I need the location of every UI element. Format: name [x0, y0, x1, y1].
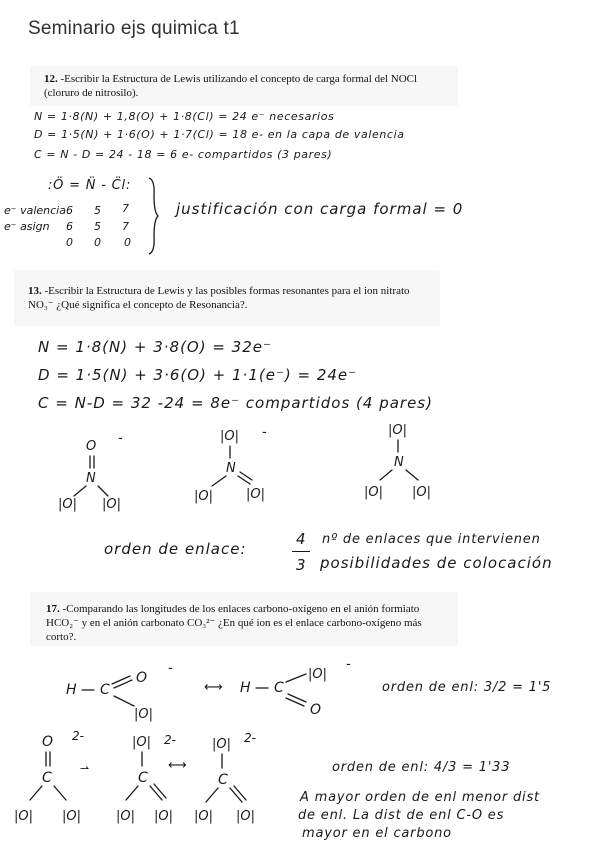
nitrate-resonance-3 [362, 422, 452, 512]
atom-o: O [42, 734, 54, 750]
q13-n-line: N = 1·8(N) + 3·8(O) = 32e⁻ [38, 338, 272, 356]
q12-row3-o: 0 [66, 236, 73, 249]
atom-o-left: |O| [194, 489, 213, 504]
q12-row1-cl: 7 [122, 202, 129, 215]
q13-d-line: D = 1·5(N) + 3·6(O) + 1·1(e⁻) = 24e⁻ [38, 366, 358, 384]
resonance-arrow: ⟷ [168, 758, 188, 773]
resonance-arrow: ⟷ [204, 680, 224, 695]
atom-n: N [226, 461, 236, 476]
carbonate-bond-order: orden de enl: 4/3 = 1'33 [332, 760, 511, 775]
question-12-number: 12. [44, 73, 58, 85]
carbonate-resonance-2 [112, 728, 192, 828]
nitrate-resonance-2 [192, 426, 282, 516]
charge-minus: - [262, 425, 267, 440]
q12-brace [146, 176, 160, 256]
question-12-box [30, 66, 458, 106]
q13-numerator-text: nº de enlaces que intervienen [322, 532, 541, 547]
atom-o: O [310, 702, 322, 718]
atom-o-right: |O| [246, 487, 265, 502]
charge-minus: - [346, 657, 351, 672]
atom-n: N [86, 471, 96, 486]
q12-row1-n: 5 [94, 204, 101, 217]
question-17-number: 17. [46, 603, 60, 615]
atom-o-lone: |O| [308, 667, 327, 682]
q12-d-line: D = 1·5(N) + 1·6(O) + 1·7(Cl) = 18 e- en la capa de valencia [34, 128, 405, 141]
q12-c-line: C = N - D = 24 - 18 = 6 e- compartidos (3 pares) [34, 148, 333, 161]
q12-n-line: N = 1·8(N) + 1,8(O) + 1·8(Cl) = 24 e⁻ necesarios [34, 110, 335, 123]
question-17-text: -Comparando las longitudes de los enlaces carbono-oxígeno en el anión formiato HCO₂⁻ y en el anión carbonato CO₃²⁻ ¿En qué ion es el enlace carbono-oxígeno más corto?. [46, 603, 422, 643]
atom-o-right: |O| [412, 485, 431, 500]
atom-o-top: |O| [220, 429, 239, 444]
atom-o-left: |O| [58, 497, 77, 512]
atom-o-lone: |O| [212, 737, 231, 752]
q13-bond-order-label: orden de enlace: [104, 540, 247, 558]
charge-2: 2- [244, 731, 256, 745]
q13-denominator: 3 [296, 556, 307, 574]
charge-minus: - [118, 431, 123, 446]
conclusion-line-3: mayor en el carbono [302, 826, 452, 841]
q12-row3-n: 0 [94, 236, 101, 249]
atom-h: H [240, 680, 251, 696]
page-title: Seminario ejs quimica t1 [28, 18, 240, 39]
atom-o-left: |O| [364, 485, 383, 500]
q12-row1-label: e⁻ valencia [4, 204, 66, 217]
q12-row1-o: 6 [66, 204, 73, 217]
question-13-number: 13. [28, 285, 42, 297]
atom-o-lone: |O| [14, 809, 33, 824]
atom-o-lone: |O| [134, 707, 153, 722]
atom-o-lone: |O| [194, 809, 213, 824]
formate-resonance-2 [238, 656, 368, 726]
atom-o-lone: |O| [236, 809, 255, 824]
atom-o-top: |O| [388, 423, 407, 438]
q13-numerator: 4 [296, 530, 307, 548]
resonance-arrow: ⇀ [80, 762, 90, 775]
question-12-text: -Escribir la Estructura de Lewis utilizando el concepto de carga formal del NOCl (cloruro de nitrosilo). [44, 73, 418, 99]
q12-row3-cl: 0 [124, 236, 131, 249]
conclusion-line-1: A mayor orden de enl menor dist [300, 790, 540, 805]
atom-c: C [100, 682, 110, 698]
atom-o-lone: |O| [116, 809, 135, 824]
atom-n: N [394, 455, 404, 470]
charge-2: 2- [164, 733, 176, 747]
q12-row2-o: 6 [66, 220, 73, 233]
atom-o-right: |O| [102, 497, 121, 512]
atom-c: C [218, 772, 228, 788]
q12-justification: justificación con carga formal = 0 [176, 200, 464, 218]
conclusion-line-2: de enl. La dist de enl C-O es [298, 808, 505, 823]
question-17-box [30, 592, 458, 646]
atom-o-double: O [86, 439, 97, 454]
charge-minus: - [168, 661, 173, 676]
carbonate-resonance-3 [194, 728, 274, 828]
q12-row2-n: 5 [94, 220, 101, 233]
atom-c: C [42, 770, 52, 786]
q12-lewis-structure: :Ö = N̈ - C̈l: [48, 178, 132, 193]
nitrate-resonance-1 [56, 428, 136, 518]
q13-denominator-text: posibilidades de colocación [320, 554, 553, 572]
fraction-bar [292, 551, 310, 552]
atom-h: H [66, 682, 77, 698]
question-13-box [14, 270, 440, 326]
charge-2: 2- [72, 729, 84, 743]
atom-o-lone: |O| [62, 809, 81, 824]
atom-c: C [138, 770, 148, 786]
atom-o: O [136, 670, 148, 686]
atom-o-lone: |O| [154, 809, 173, 824]
atom-c: C [274, 680, 284, 696]
formate-bond-order: orden de enl: 3/2 = 1'5 [382, 680, 552, 695]
formate-resonance-1 [64, 660, 194, 730]
q13-c-line: C = N-D = 32 -24 = 8e⁻ compartidos (4 pares) [38, 394, 433, 412]
q12-row2-label: e⁻ asign [4, 220, 50, 233]
carbonate-resonance-1 [14, 728, 94, 828]
atom-o-lone: |O| [132, 735, 151, 750]
q12-row2-cl: 7 [122, 220, 129, 233]
question-13-text: -Escribir la Estructura de Lewis y las posibles formas resonantes para el ion nitrato NO₃⁻ ¿Qué significa el concepto de Resonancia?. [28, 285, 410, 311]
